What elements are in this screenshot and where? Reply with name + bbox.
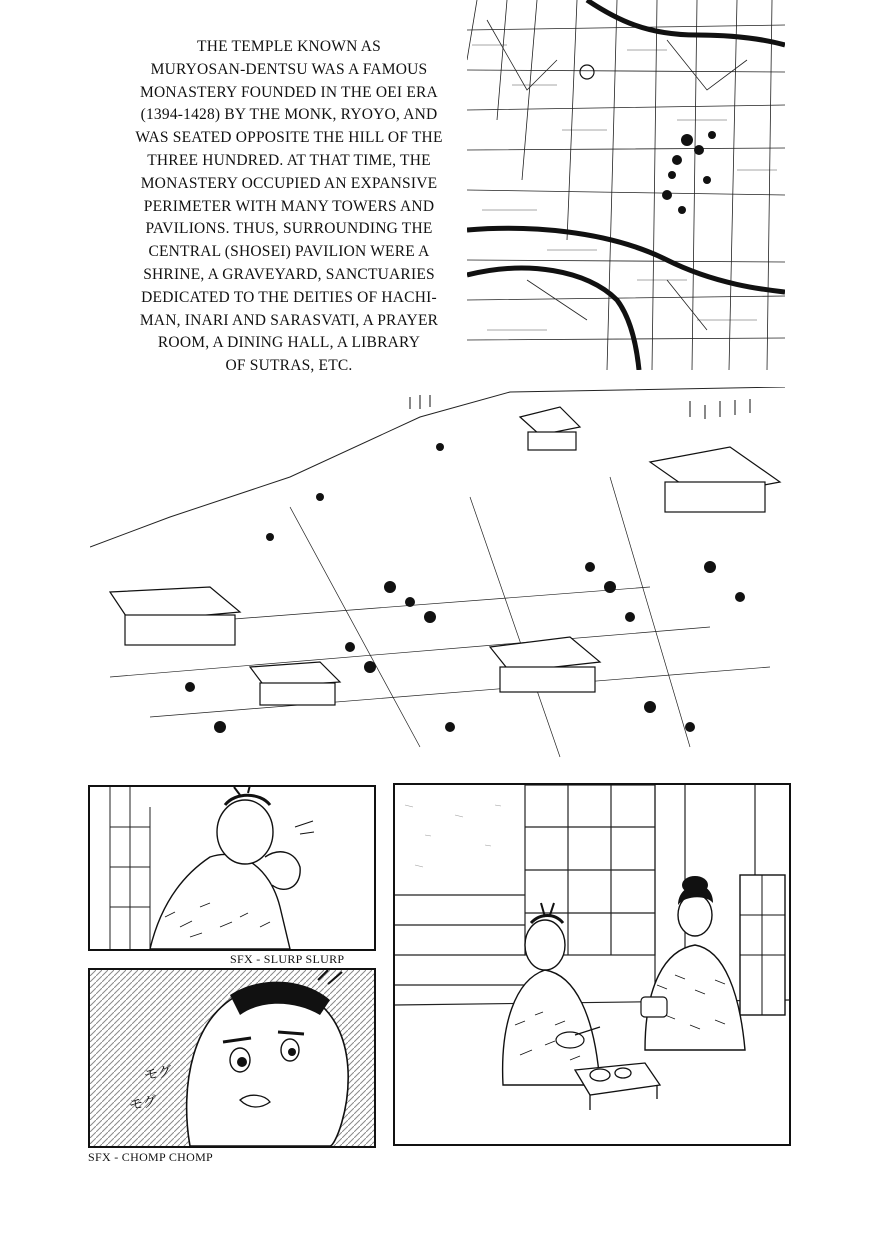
caption-line: MONASTERY FOUNDED IN THE OEI ERA bbox=[140, 83, 438, 101]
caption-line: OF SUTRAS, ETC. bbox=[225, 357, 353, 375]
caption-line: ROOM, A DINING HALL, A LIBRARY bbox=[157, 334, 421, 352]
edo-map-illustration bbox=[467, 0, 785, 370]
caption-line: (1394-1428) BY THE MONK, RYOYO, AND bbox=[140, 106, 438, 124]
caption-line: PERIMETER WITH MANY TOWERS AND bbox=[143, 197, 435, 215]
narration-caption bbox=[118, 36, 460, 378]
caption-line: MURYOSAN-DENTSU WAS A FAMOUS bbox=[150, 60, 428, 78]
svg-text:モグ: モグ bbox=[127, 1093, 159, 1114]
caption-line: THREE HUNDRED. AT THAT TIME, THE bbox=[147, 151, 431, 169]
caption-line: MAN, INARI AND SARASVATI, A PRAYER bbox=[139, 311, 439, 329]
caption-line: DEDICATED TO THE DEITIES OF HACHI- bbox=[141, 288, 437, 306]
caption-line: SHRINE, A GRAVEYARD, SANCTUARIES bbox=[143, 265, 435, 283]
panel-chomp bbox=[88, 968, 376, 1148]
caption-line: MONASTERY OCCUPIED AN EXPANSIVE bbox=[140, 174, 438, 192]
sfx-chomp: SFX - CHOMP CHOMP bbox=[88, 1150, 214, 1164]
caption-line: CENTRAL (SHOSEI) PAVILION WERE A bbox=[148, 243, 430, 261]
temple-panorama-illustration bbox=[90, 387, 785, 767]
panel-slurp bbox=[88, 785, 376, 951]
caption-line: WAS SEATED OPPOSITE THE HILL OF THE bbox=[135, 129, 443, 147]
sfx-slurp: SFX - SLURP SLURP bbox=[230, 952, 345, 966]
panel-dining-room bbox=[393, 783, 791, 1146]
svg-text:モグ: モグ bbox=[142, 1063, 174, 1084]
caption-line: PAVILIONS. THUS, SURROUNDING THE bbox=[145, 220, 433, 238]
caption-line: THE TEMPLE KNOWN AS bbox=[197, 38, 381, 55]
